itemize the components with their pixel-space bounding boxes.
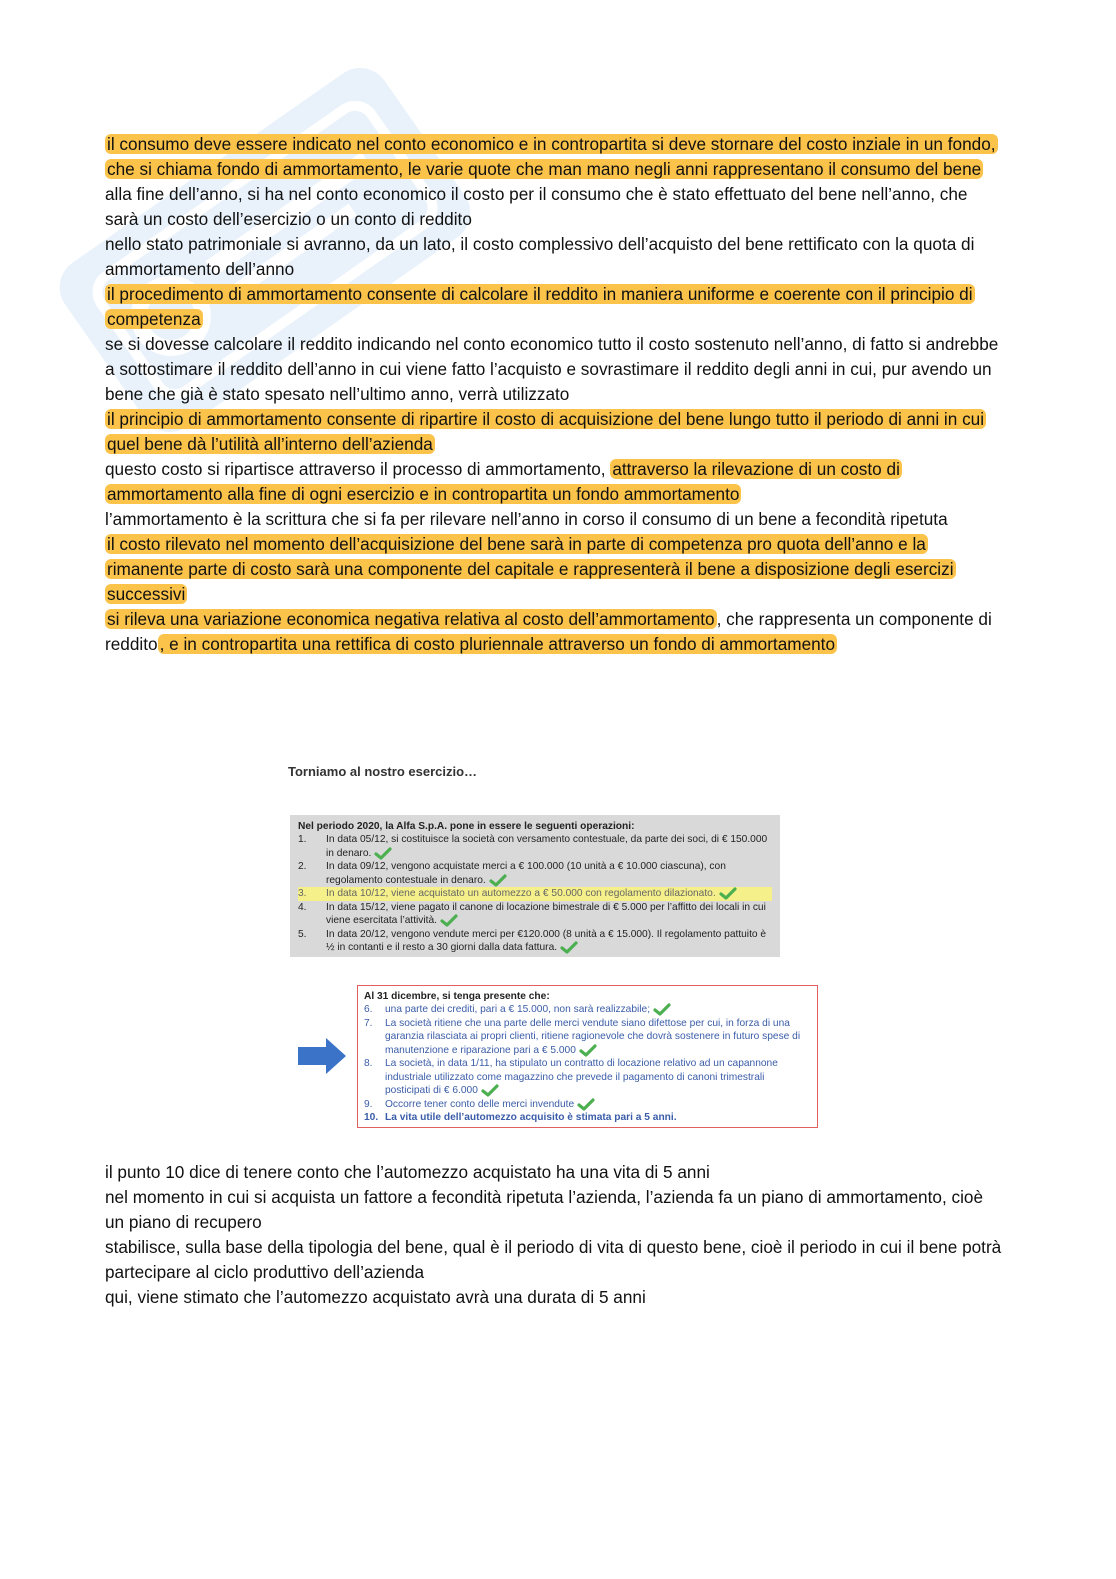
highlighted-text: il procedimento di ammortamento consente di calcolare il reddito in maniera uniforme e coerente con il principio di competenza: [107, 284, 973, 329]
highlighted-text: si rileva una variazione economica negativa relativa al costo dell’ammortamento: [107, 609, 715, 629]
check-icon: [560, 941, 578, 954]
paragraph: [105, 182, 1005, 232]
paragraph: [105, 132, 1005, 182]
highlighted-text: , e in contropartita una rettifica di costo pluriennale attraverso un fondo di ammortamento: [159, 634, 836, 654]
check-icon: [577, 1098, 595, 1111]
operation-text: In data 05/12, si costituisce la società con versamento contestuale, da parte dei soci, di € 150.000 in denaro.: [326, 834, 768, 859]
highlighted-text: attraverso la rilevazione di un costo di ammortamento alla fine di ogni esercizio e in contropartita un fondo ammortamento: [107, 459, 900, 504]
year-end-box: [357, 985, 818, 1128]
item-text: Occorre tener conto delle merci invendute: [385, 1099, 575, 1110]
operation-text: In data 20/12, vengono vendute merci per €120.000 (8 unità a € 15.000). Il regolamento pattuito è ½ in contanti e il resto a 30 giorni dalla data fattura.: [326, 929, 767, 954]
slide-title: Torniamo al nostro esercizio…: [288, 764, 478, 779]
paragraph: [105, 457, 1005, 507]
item-number: 6.: [364, 1004, 373, 1016]
paragraph: [105, 507, 1005, 532]
text-segment: l’ammortamento è la scrittura che si fa per rilevare nell’anno in corso il consumo di un bene a fecondità ripetuta: [105, 509, 948, 529]
operation-text: In data 09/12, vengono acquistate merci a € 100.000 (10 unità a € 10.000 ciascuna), con regolamento contestuale in denaro.: [326, 861, 726, 886]
check-icon: [579, 1044, 597, 1057]
text-segment: se si dovesse calcolare il reddito indicando nel conto economico tutto il costo sostenuto nell’anno, di fatto si andrebbe a sottostimare il reddito dell’anno in cui viene fatto l’acquisto e sovrastimare il reddito degli anni in cui, pur avendo un bene che già è stato spesato nell’ultimo anno, verrà utilizzato: [105, 334, 999, 404]
item-text: La vita utile dell’automezzo acquisito è stimata pari a 5 anni.: [385, 1112, 677, 1124]
right-arrow-icon: [296, 1036, 348, 1076]
item-text: una parte dei crediti, pari a € 15.000, non sarà realizzabile;: [385, 1004, 651, 1016]
operation-text: In data 15/12, viene pagato il canone di locazione bimestrale di € 5.000 per l’affitto dei locali in cui viene esercitata l’attività.: [326, 902, 766, 927]
paragraph: nel momento in cui si acquista un fattore a fecondità ripetuta l’azienda, l’azienda fa un piano di ammortamento, cioè un piano di recupero: [105, 1187, 984, 1232]
highlighted-text: il consumo deve essere indicato nel conto economico e in contropartita si deve stornare del costo inziale in un fondo, che si chiama fondo di ammortamento, le varie quote che man mano negli anni rappresentano il consumo del bene: [107, 134, 996, 179]
highlighted-text: il principio di ammortamento consente di ripartire il costo di acquisizione del bene lungo tutto il periodo di anni in cui quel bene dà l’utilità all’interno dell’azienda: [107, 409, 985, 454]
paragraph: qui, viene stimato che l’automezzo acquistato avrà una durata di 5 anni: [105, 1287, 646, 1307]
item-text: La società ritiene che una parte delle merci vendute siano difettose per cui, in forza di una garanzia rilasciata ai propri clienti, ritiene ragionevole che dovrà sostenere in futuro spese di manutenzione e riparazione pari a € 5.000: [385, 1018, 801, 1056]
item-text: La società, in data 1/11, ha stipulato un contratto di locazione relativo ad un capannone industriale utilizzato come magazzino che prevede il pagamento di canoni trimestrali posticipati di € 6.000: [385, 1058, 778, 1097]
after-section: [105, 1160, 1005, 1310]
item-number: 10.: [364, 1112, 379, 1124]
text-segment: nello stato patrimoniale si avranno, da un lato, il costo complessivo dell’acquisto del bene rettificato con la quota di ammortamento dell’anno: [105, 234, 975, 279]
check-icon: [653, 1003, 671, 1016]
paragraph: [105, 407, 1005, 457]
check-icon: [374, 847, 392, 860]
operations-header: Nel periodo 2020, la Alfa S.p.A. pone in essere le seguenti operazioni:: [298, 821, 635, 832]
text-segment: questo costo si ripartisce attraverso il processo di ammortamento,: [105, 459, 611, 479]
text-segment: , che rappresenta un componente di reddito: [105, 609, 992, 654]
paragraph: [105, 532, 1005, 607]
operation-number: 4.: [298, 902, 307, 913]
paragraph: [105, 607, 1005, 657]
operation-number: 5.: [298, 929, 307, 940]
item-number: 8.: [364, 1058, 373, 1070]
paragraph: il punto 10 dice di tenere conto che l’automezzo acquistato ha una vita di 5 anni: [105, 1162, 710, 1182]
operations-box: [290, 815, 780, 957]
check-icon: [481, 1084, 499, 1097]
check-icon: [489, 874, 507, 887]
operation-number: 3.: [298, 887, 326, 901]
item-number: 7.: [364, 1018, 373, 1029]
paragraph: [105, 332, 1005, 407]
item-number: 9.: [364, 1098, 373, 1110]
text-segment: alla fine dell’anno, si ha nel conto economico il costo per il consumo che è stato effettuato del bene nell’anno, che sarà un costo dell’esercizio o un conto di reddito: [105, 184, 968, 229]
operation-number: 1.: [298, 834, 307, 846]
highlighted-text: il costo rilevato nel momento dell’acquisizione del bene sarà in parte di competenza pro quota dell’anno e la rimanente parte di costo sarà una componente del capitale e rappresenterà il bene a disposizione degli esercizi successivi: [107, 534, 954, 604]
paragraph: stabilisce, sulla base della tipologia del bene, qual è il periodo di vita di questo bene, cioè il periodo in cui il bene potrà partecipare al ciclo produttivo dell’azienda: [105, 1237, 1002, 1282]
check-icon: [440, 914, 458, 927]
operation-number: 2.: [298, 861, 307, 873]
year-end-header: Al 31 dicembre, si tenga presente che:: [364, 991, 550, 1002]
notes-section: [105, 132, 1005, 657]
paragraph: [105, 232, 1005, 282]
operation-text: In data 10/12, viene acquistato un automezzo a € 50.000 con regolamento dilazionato.: [326, 888, 716, 900]
paragraph: [105, 282, 1005, 332]
check-icon: [719, 887, 737, 900]
